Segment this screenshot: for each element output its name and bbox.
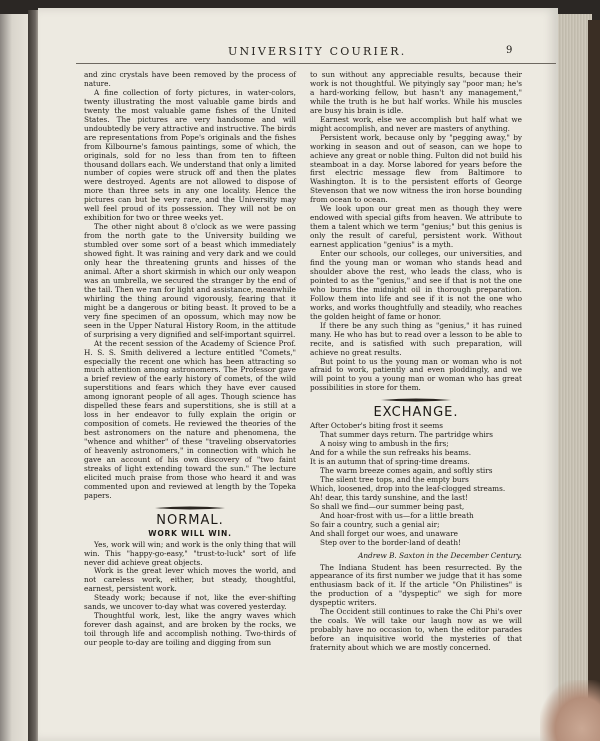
paragraph: The other night about 8 o'clock as we were passing from the north gate to the University building we stumbled over some sort of a beast which immediately showed fight. It was raining and very dark and we could only hear the threatening grunts and hisses of the animal. After a short skirmish in which our only weapon was an umbrella, we secured the stranger by the end of the tail. Then we ran for light and assistance, meanwhile whirling the thing around vigorously, fearing that it might be a dangerous or biting beast. It proved to be a very fine specimen of an opossum, which may now be seen in the Upper Natural History Room, in the attitude of surprising a very dignified and self-important squirrel. [84, 222, 296, 339]
paragraph: to sun without any appreciable results, because their work is not thoughtful. We pityingly say "poor man; he's a hard-working fellow, but hasn't any management," while the truth is he but half works. While his muscles are busy his brain is idle. [310, 70, 522, 115]
poem-line: A noisy wing to ambush in the firs; [320, 439, 449, 449]
paragraph: A fine collection of forty pictures, in water-colors, twenty illustrating the most valuable game birds and twenty the most valuable game fishes of the United States. The pictures are very handsome and will undoubtedly be very attractive and instructive. The birds are representations from Pope's originals and the fishes from Kilbourne's famous paintings, some of which, the originals, sold for no less than from ten to fifteen thousand dollars each. We understand that only a limited number of copies were struck off and then the plates were destroyed. Agents are not allowed to dispose of more than three sets in any one locality. Hence the pictures can but be very rare, and the University may well feel proud of its possession. They will not be on exhibition for two or three weeks yet. [84, 87, 296, 223]
poem-line: That summer days return. The partridge whirs [320, 430, 494, 440]
newspaper-page [38, 8, 558, 741]
right-column [310, 71, 522, 653]
running-head: UNIVERSITY COURIER. [228, 45, 407, 58]
page-stack-edge [556, 14, 592, 741]
normal-section-title: NORMAL. [156, 512, 224, 528]
page-number: 9 [506, 45, 513, 56]
poem-line: So fair a country, such a genial air; [310, 519, 440, 529]
paragraph: Steady work; because if not, like the ever-shifting sands, we uncover to-day what was covered yesterday. [84, 593, 296, 612]
poem-line: Ah! dear, this tardy sunshine, and the last! [310, 492, 468, 502]
poem-line: It is an autumn that of spring-time dreams. [310, 457, 470, 467]
paragraph: Thoughtful work, lest, like the angry waves which forever dash against, and are broken by the rocks, we toil through life and accomplish nothing. Two-thirds of our people to-day are toiling and digging from sun [84, 611, 296, 648]
poem-line: After October's biting frost it seems [310, 421, 444, 431]
normal-section-subtitle: WORK WILL WIN. [148, 528, 232, 538]
thumb-at-corner [540, 680, 600, 741]
poem-line: And for a while the sun refreaks his beams. [310, 448, 472, 458]
paragraph: We look upon our great men as though they were endowed with special gifts from heaven. We attribute to them a talent which we term "genius;" but this genius is only the result of careful, persistent work. Without earnest application "genius" is a myth. [310, 204, 522, 250]
poem-line: The warm breeze comes again, and softly stirs [320, 465, 493, 475]
header-rule [76, 63, 556, 64]
page-header [38, 45, 558, 61]
paragraph: The Occident still continues to rake the Chi Phi's over the coals. We will take our laugh now as we will probably have no occasion to, when the editor parades before an inquisitive world the mysteries of that fraternity about which we are mostly concerned. [310, 607, 522, 653]
poem-attribution: Andrew B. Saxton in the December Century. [358, 550, 522, 560]
exchange-section-title: EXCHANGE. [373, 405, 459, 421]
poem [310, 422, 522, 547]
facing-page-edge [0, 14, 30, 741]
paragraph: Enter our schools, our colleges, our universities, and find the young man or woman who stands head and shoulder above the rest, who leads the class, who is pointed to as the "genius," and see if that is not the one who burns the midnight oil in thorough preparation. Follow them into life and see if it is not the one who works, and works thoughtfully and steadily, who reaches the golden height of fame or honor. [310, 249, 522, 321]
paragraph: Yes, work will win; and work is the only thing that will win. This "happy-go-easy," "trust-to-luck" sort of life never did achieve great objects. [84, 539, 296, 567]
poem-line: Step over to the border-land of death! [320, 537, 461, 547]
paragraph: If there be any such thing as "genius," it has ruined many. He who has but to read over a lesson to be able to recite, and is satisfied with such preparation, will achieve no great results. [310, 320, 522, 357]
book-cover-edge [588, 20, 600, 741]
poem-line: So shall we find—our summer being past, [310, 501, 465, 511]
paragraph: Persistent work, because only by "pegging away," by working in season and out of season, can we hope to achieve any great or noble thing. Fulton did not build his steamboat in a day. Morse labored for years before the first electric message flew from Baltimore to Washington. It is to the persistent efforts of George Stevenson that we now witness the iron horse bounding from ocean to ocean. [310, 132, 522, 205]
poem-line: And hoar-frost with us—for a little breath [320, 510, 474, 520]
poem-line: And shall forget our woes, and unaware [310, 528, 458, 538]
poem-line: The silent tree tops, and the empty burs [320, 474, 469, 484]
paragraph: But point to us the young man or woman who is not afraid to work, patiently and even ploddingly, and we will point to you a young man or woman who has great possibilities in store for them. [310, 356, 522, 393]
poem-line: Which, loosened, drop into the leaf-clogged streams. [310, 483, 506, 493]
paragraph: Earnest work, else we accomplish but half what we might accomplish, and never are masters of anything. [310, 114, 522, 133]
paragraph: At the recent session of the Academy of Science Prof. H. S. S. Smith delivered a lecture entitled "Comets," especially the recent one which has been attracting so much attention among astronomers. The Professor gave a brief review of the early history of comets, of the wild superstitions and fears which they have ever caused among ignorant people of all ages. Though science has dispelled these fears and superstitions, she is still at a loss in her endeavor to fully explain the origin or composition of comets. He reviewed the theories of the best astronomers on the nature and phenomena, the "whence and whither" of these "traveling observatories of heavenly astronomers," in connection with which he gave an account of his own discovery of "two faint streaks of light extending toward the sun." The lecture elicited much praise from those who heard it and was commented upon and reviewed at length by the Topeka papers. [84, 338, 296, 500]
paragraph: The Indiana Student has been resurrected. By the appearance of its first number we judge that it has some enthusiasm back of it. If the article "On Philistines" is the production of a "dyspeptic" we sigh for more dyspeptic writers. [310, 562, 522, 608]
left-column [84, 71, 296, 648]
paragraph: Work is the great lever which moves the world, and not careless work, either, but steady, thoughtful, earnest, persistent work. [84, 566, 296, 594]
paragraph: and zinc crystals have been removed by the process of nature. [84, 70, 296, 88]
